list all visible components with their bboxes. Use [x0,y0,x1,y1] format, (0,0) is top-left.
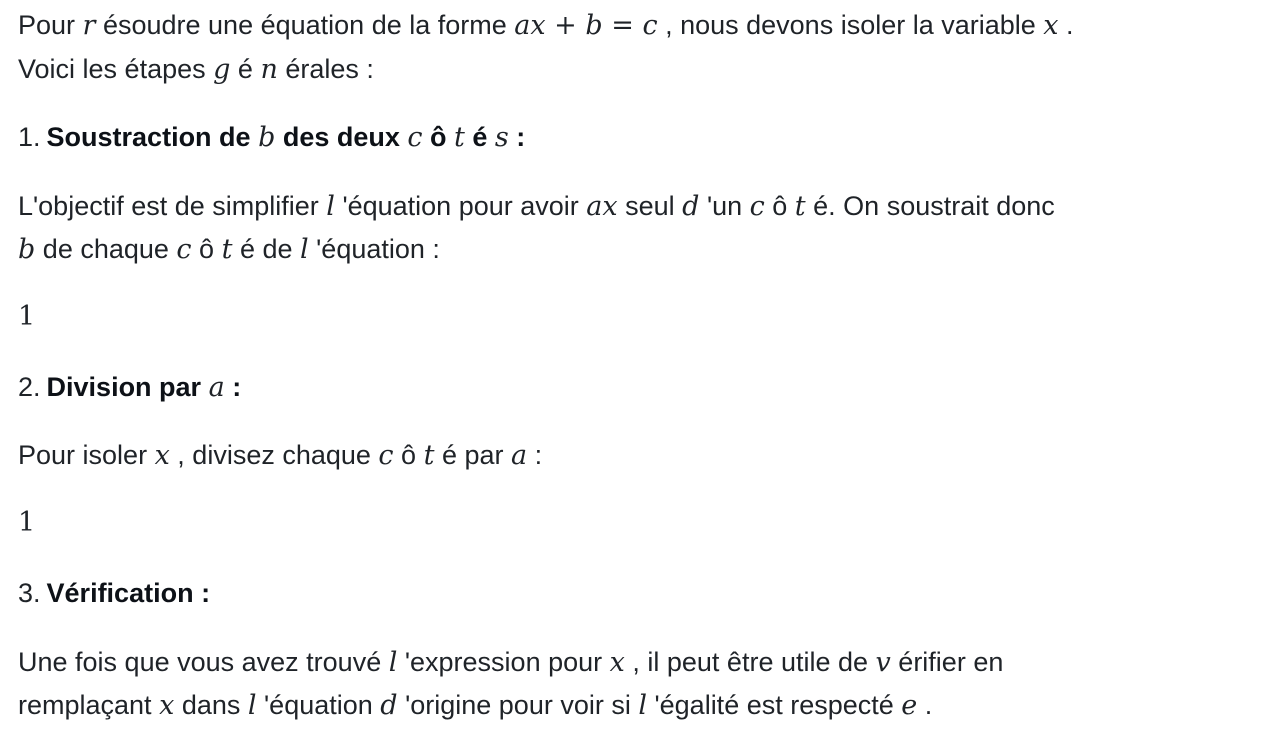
heading-text: : [224,372,242,402]
text: ésoudre une équation de la forme [95,10,515,40]
step-1-body-line-1 [18,193,1055,220]
text: é de [232,234,300,264]
heading-text: é [464,122,495,152]
step-2-heading [18,374,241,401]
text: 'équation : [308,234,440,264]
math-var: d [682,191,700,222]
text: 'un [699,191,750,221]
math-var: l [326,191,335,222]
math-var: t [221,234,233,265]
text: 'équation [256,690,381,720]
math-var: t [454,122,465,153]
text: de chaque [35,234,177,264]
step-2-equation [18,509,35,536]
math-var: n [260,54,278,85]
text: 'expression pour [397,647,610,677]
math-var: c [378,440,394,471]
text: é [230,54,261,84]
text: L'objectif est de simplifier [18,191,327,221]
intro-line-1 [18,12,1074,39]
math-var: e [901,690,918,721]
math-var: ax [586,191,618,222]
text: ô [393,440,424,470]
math-var: b [258,122,276,153]
math-var: r [82,10,96,41]
text: . [1058,10,1074,40]
heading-text: : [508,122,526,152]
math-var: l [247,690,257,721]
text: 'égalité est respecté [646,690,902,720]
step-1-body-line-2 [18,236,440,263]
heading-text: Division par [46,372,209,402]
text: é. On soustrait donc [805,191,1055,221]
math-equation: ax + b = c [514,10,658,41]
math-var: c [407,122,423,153]
text: . [917,690,933,720]
math-var: l [388,647,398,678]
math-var: x [609,647,625,678]
step-number: 3. [18,578,41,608]
math-var: a [208,372,225,403]
step-number: 2. [18,372,41,402]
text: , divisez chaque [169,440,379,470]
math-var: d [380,690,398,721]
text: dans [174,690,248,720]
math-var: c [176,234,192,265]
text: érifier en [890,647,1004,677]
step-3-body-line-2 [18,692,932,719]
math-var: x [159,690,175,721]
step-number: 1. [18,122,41,152]
text: 'équation pour avoir [334,191,587,221]
math-var: l [638,690,647,721]
step-2-body-line-1 [18,442,542,469]
math-var: b [18,234,36,265]
math-var: t [423,440,435,471]
step-1-heading [18,124,525,151]
math-var: c [749,191,765,222]
math-var: l [300,234,309,265]
text: seul [617,191,683,221]
equation-block: 1 [18,301,36,332]
heading-text: Vérification : [46,578,211,608]
equation-block: 1 [18,507,36,538]
text: érales : [277,54,374,84]
text: remplaçant [18,690,160,720]
heading-text: des deux [275,122,408,152]
math-var: x [1043,10,1059,41]
text: 'origine pour voir si [397,690,639,720]
step-1-equation [18,303,35,330]
text: : [527,440,543,470]
math-var: t [794,191,806,222]
text: ô [191,234,222,264]
math-var: x [154,440,170,471]
text: Pour [18,10,83,40]
math-var: g [213,54,231,85]
text: Pour isoler [18,440,155,470]
step-3-heading [18,580,210,607]
text: Voici les étapes [18,54,214,84]
intro-line-2 [18,56,374,83]
text: , il peut être utile de [624,647,876,677]
text: Une fois que vous avez trouvé [18,647,389,677]
text: é par [434,440,511,470]
text: , nous devons isoler la variable [657,10,1044,40]
math-var: v [875,647,891,678]
text: ô [764,191,795,221]
heading-text: Soustraction de [46,122,259,152]
math-var: s [494,122,509,153]
math-var: a [510,440,528,471]
step-3-body-line-1 [18,649,1003,676]
heading-text: ô [422,122,455,152]
